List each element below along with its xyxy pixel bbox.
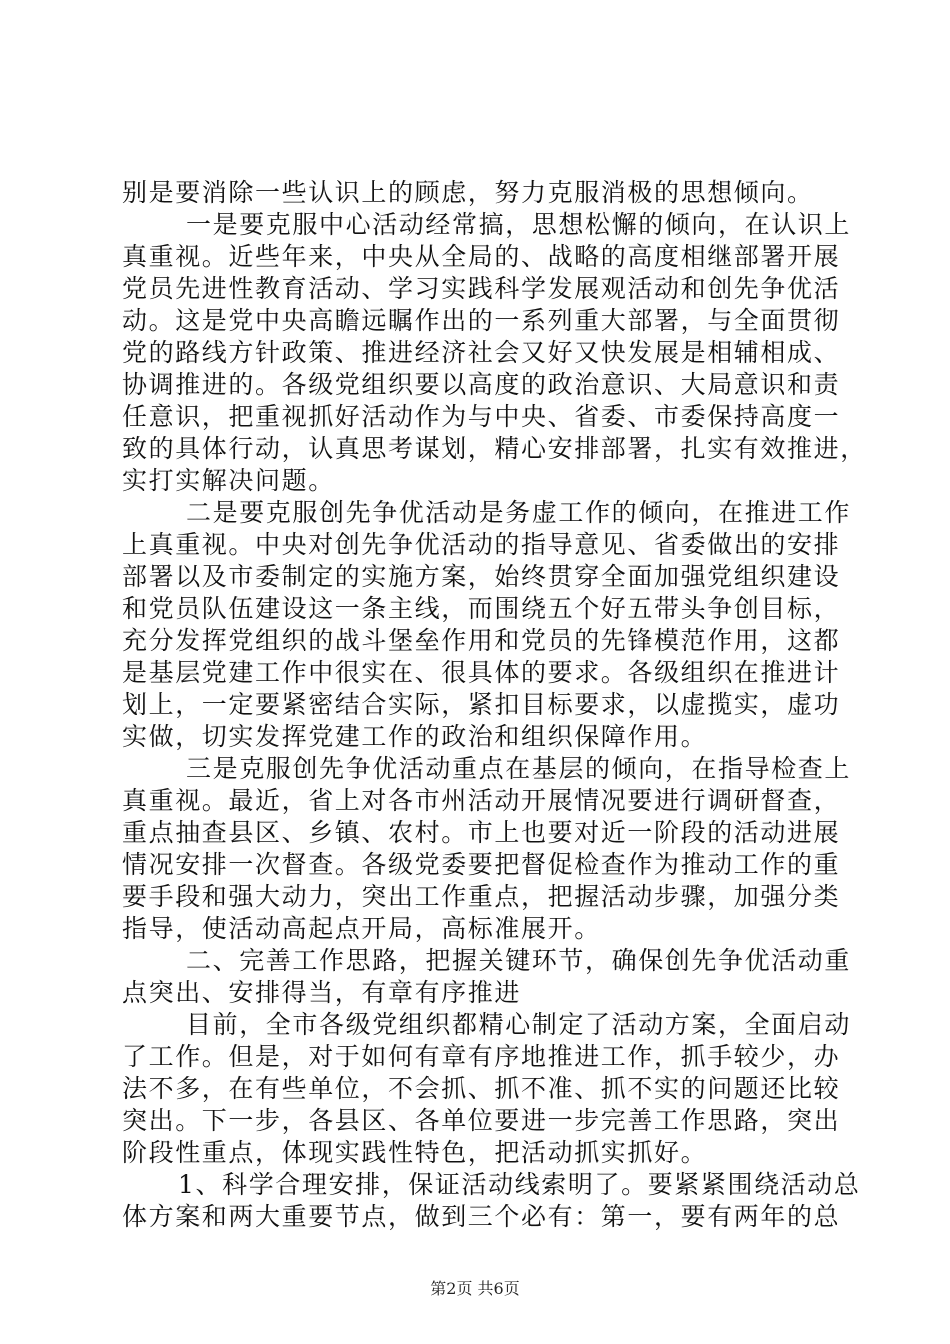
paragraph-start-line: 目前，全市各级党组织都精心制定了活动方案，全面启动 [186,1010,852,1039]
text-line: 阶段性重点，体现实践性特色，把活动抓实抓好。 [122,1138,708,1167]
text-line: 情况安排一次督查。各级党委要把督促检查作为推动工作的重 [122,850,841,879]
text-line: 动。这是党中央高瞻远瞩作出的一系列重大部署，与全面贯彻 [122,306,841,335]
text-line: 体方案和两大重要节点，做到三个必有：第一，要有两年的总 [122,1202,841,1231]
text-line: 要手段和强大动力，突出工作重点，把握活动步骤，加强分类 [122,882,841,911]
text-line: 突出。下一步，各县区、各单位要进一步完善工作思路，突出 [122,1106,841,1135]
document-body [122,177,867,1233]
text-line: 实做，切实发挥党建工作的政治和组织保障作用。 [122,722,708,751]
text-line: 致的具体行动，认真思考谋划，精心安排部署，扎实有效推进， [122,434,867,463]
paragraph-start-line: 三是克服创先争优活动重点在基层的倾向，在指导检查上 [186,754,852,783]
text-line: 实打实解决问题。 [122,466,335,495]
text-line: 是基层党建工作中很实在、很具体的要求。各级组织在推进计 [122,658,841,687]
section-heading-line: 点突出、安排得当，有章有序推进 [122,978,522,1007]
text-line: 指导，使活动高起点开局，高标准展开。 [122,914,601,943]
paragraph-start-line: 一是要克服中心活动经常搞，思想松懈的倾向，在认识上 [186,210,852,239]
text-line: 协调推进的。各级党组织要以高度的政治意识、大局意识和责 [122,370,841,399]
text-line: 真重视。近些年来，中央从全局的、战略的高度相继部署开展 [122,242,841,271]
text-line: 别是要消除一些认识上的顾虑，努力克服消极的思想倾向。 [122,178,814,207]
text-line: 了工作。但是，对于如何有章有序地推进工作，抓手较少，办 [122,1042,841,1071]
text-line: 重点抽查县区、乡镇、农村。市上也要对近一阶段的活动进展 [122,818,841,847]
text-line: 部署以及市委制定的实施方案，始终贯穿全面加强党组织建设 [122,562,841,591]
text-line: 法不多，在有些单位，不会抓、抓不准、抓不实的问题还比较 [122,1074,841,1103]
text-line: 党的路线方针政策、推进经济社会又好又快发展是相辅相成、 [122,338,841,367]
text-line: 真重视。最近，省上对各市州活动开展情况要进行调研督查， [122,786,841,815]
paragraph-start-line: 1、科学合理安排，保证活动线索明了。要紧紧围绕活动总 [178,1170,861,1199]
text-line: 党员先进性教育活动、学习实践科学发展观活动和创先争优活 [122,274,841,303]
text-line: 任意识，把重视抓好活动作为与中央、省委、市委保持高度一 [122,402,841,431]
section-heading-line: 二、完善工作思路，把握关键环节，确保创先争优活动重 [186,946,852,975]
page-number-footer: 第2页 共6页 [430,1279,520,1298]
text-line: 充分发挥党组织的战斗堡垒作用和党员的先锋模范作用，这都 [122,626,841,655]
paragraph-start-line: 二是要克服创先争优活动是务虚工作的倾向，在推进工作 [186,498,852,527]
text-line: 上真重视。中央对创先争优活动的指导意见、省委做出的安排 [122,530,841,559]
text-line: 划上，一定要紧密结合实际，紧扣目标要求，以虚揽实，虚功 [122,690,841,719]
text-line: 和党员队伍建设这一条主线，而围绕五个好五带头争创目标， [122,594,841,623]
